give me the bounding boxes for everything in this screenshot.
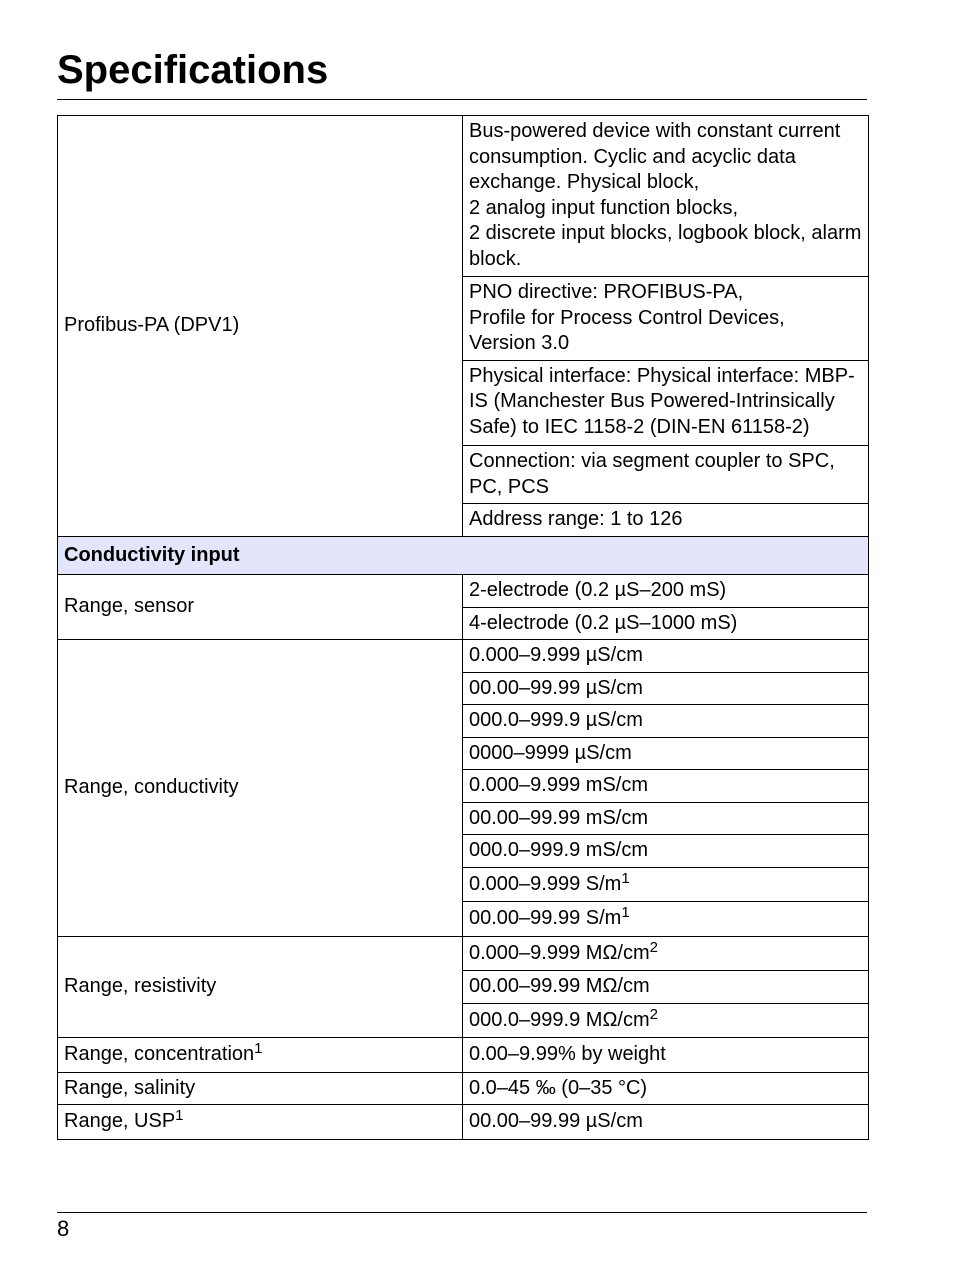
- table-row: [58, 1038, 869, 1073]
- range-concentration-value: 0.00–9.99% by weight: [463, 1038, 869, 1073]
- profibus-label: Profibus-PA (DPV1): [58, 116, 463, 537]
- range-conductivity-value: [463, 672, 869, 705]
- value-text: 00.00–99.99 µS/cm: [469, 676, 643, 699]
- range-resistivity-value: [463, 936, 869, 971]
- value-text: 000.0–999.9 MΩ/cm: [469, 1008, 650, 1031]
- range-sensor-value: 4-electrode (0.2 µS–1000 mS): [463, 607, 869, 640]
- value-text: 00.00–99.99 S/m: [469, 907, 622, 929]
- range-conductivity-value: [463, 640, 869, 673]
- value-text: 0.000–9.999 mS/cm: [469, 774, 648, 796]
- range-resistivity-value: [463, 1003, 869, 1038]
- page-title: Specifications: [57, 48, 329, 92]
- section-header-row: [58, 536, 869, 575]
- range-conductivity-value: [463, 770, 869, 803]
- table-row: [58, 575, 869, 608]
- value-text: 000.0–999.9 µS/cm: [469, 709, 643, 731]
- table-row: [58, 640, 869, 673]
- table-row: [58, 1105, 869, 1140]
- section-heading: Conductivity input: [58, 536, 869, 575]
- range-usp-label: [58, 1105, 463, 1140]
- profibus-value-connection: [463, 446, 869, 504]
- value-text: 0.000–9.999 MΩ/cm: [469, 941, 650, 964]
- profibus-value-physical-interface: [463, 360, 869, 446]
- value-text: 0000–9999 µS/cm: [469, 741, 632, 764]
- range-conductivity-value: [463, 902, 869, 937]
- range-salinity-label: Range, salinity: [58, 1072, 463, 1105]
- footnote-marker: 1: [254, 1040, 263, 1057]
- profibus-value-pno-directive: [463, 277, 869, 361]
- range-conductivity-value: [463, 737, 869, 770]
- range-sensor-label: Range, sensor: [58, 575, 463, 640]
- footnote-marker: 2: [649, 1005, 658, 1023]
- value-text: 0.000–9.999 S/m: [469, 872, 622, 895]
- profibus-value-address-range: [463, 504, 869, 537]
- range-conductivity-value: [463, 705, 869, 738]
- spec-line: Address range: 1 to 126: [469, 508, 683, 530]
- range-resistivity-value: [463, 971, 869, 1004]
- label-text: Range, concentration: [64, 1043, 255, 1065]
- range-salinity-value: 0.0–45 ‰ (0–35 °C): [463, 1072, 869, 1105]
- spec-line: Bus-powered device with constant current consumption. Cyclic and acyclic data exchange. Physical block,: [469, 120, 841, 193]
- title-divider: [57, 99, 867, 100]
- spec-line: Physical interface: Physical interface: MBP-IS (Manchester Bus Powered-Intrinsically Safe) to IEC 1158-2 (DIN-EN 61158-2): [469, 364, 855, 438]
- value-text: 0.000–9.999 µS/cm: [469, 644, 643, 666]
- range-usp-value: 00.00–99.99 µS/cm: [463, 1105, 869, 1140]
- range-concentration-label: [58, 1038, 463, 1073]
- spec-line: Connection: via segment coupler to SPC, PC, PCS: [469, 450, 835, 498]
- table-row: [58, 1072, 869, 1105]
- spec-line: 2 discrete input blocks, logbook block, alarm block.: [469, 222, 862, 270]
- table-row: [58, 936, 869, 971]
- value-text: 00.00–99.99 mS/cm: [469, 806, 648, 829]
- footnote-marker: 1: [621, 869, 630, 887]
- footnote-marker: 2: [649, 938, 658, 956]
- footnote-marker: 1: [621, 904, 630, 921]
- spec-line: PNO directive: PROFIBUS-PA,: [469, 281, 744, 303]
- range-sensor-value: 2-electrode (0.2 µS–200 mS): [463, 575, 869, 608]
- range-conductivity-value: [463, 835, 869, 868]
- specifications-table: [57, 115, 869, 1140]
- value-text: 00.00–99.99 MΩ/cm: [469, 975, 650, 997]
- footnote-marker: 1: [175, 1107, 184, 1124]
- range-resistivity-label: Range, resistivity: [58, 936, 463, 1038]
- page-number: 8: [57, 1216, 70, 1241]
- spec-line: 2 analog input function blocks,: [469, 196, 739, 219]
- range-conductivity-value: [463, 802, 869, 835]
- profibus-value-bus-powered: [463, 116, 869, 277]
- footer-divider: [57, 1212, 867, 1213]
- label-text: Range, USP: [64, 1110, 176, 1132]
- range-conductivity-value: [463, 867, 869, 902]
- value-text: 000.0–999.9 mS/cm: [469, 839, 648, 861]
- range-conductivity-label: Range, conductivity: [58, 640, 463, 937]
- spec-line: Profile for Process Control Devices,: [469, 306, 785, 329]
- spec-line: Version 3.0: [469, 332, 570, 354]
- table-row: [58, 116, 869, 277]
